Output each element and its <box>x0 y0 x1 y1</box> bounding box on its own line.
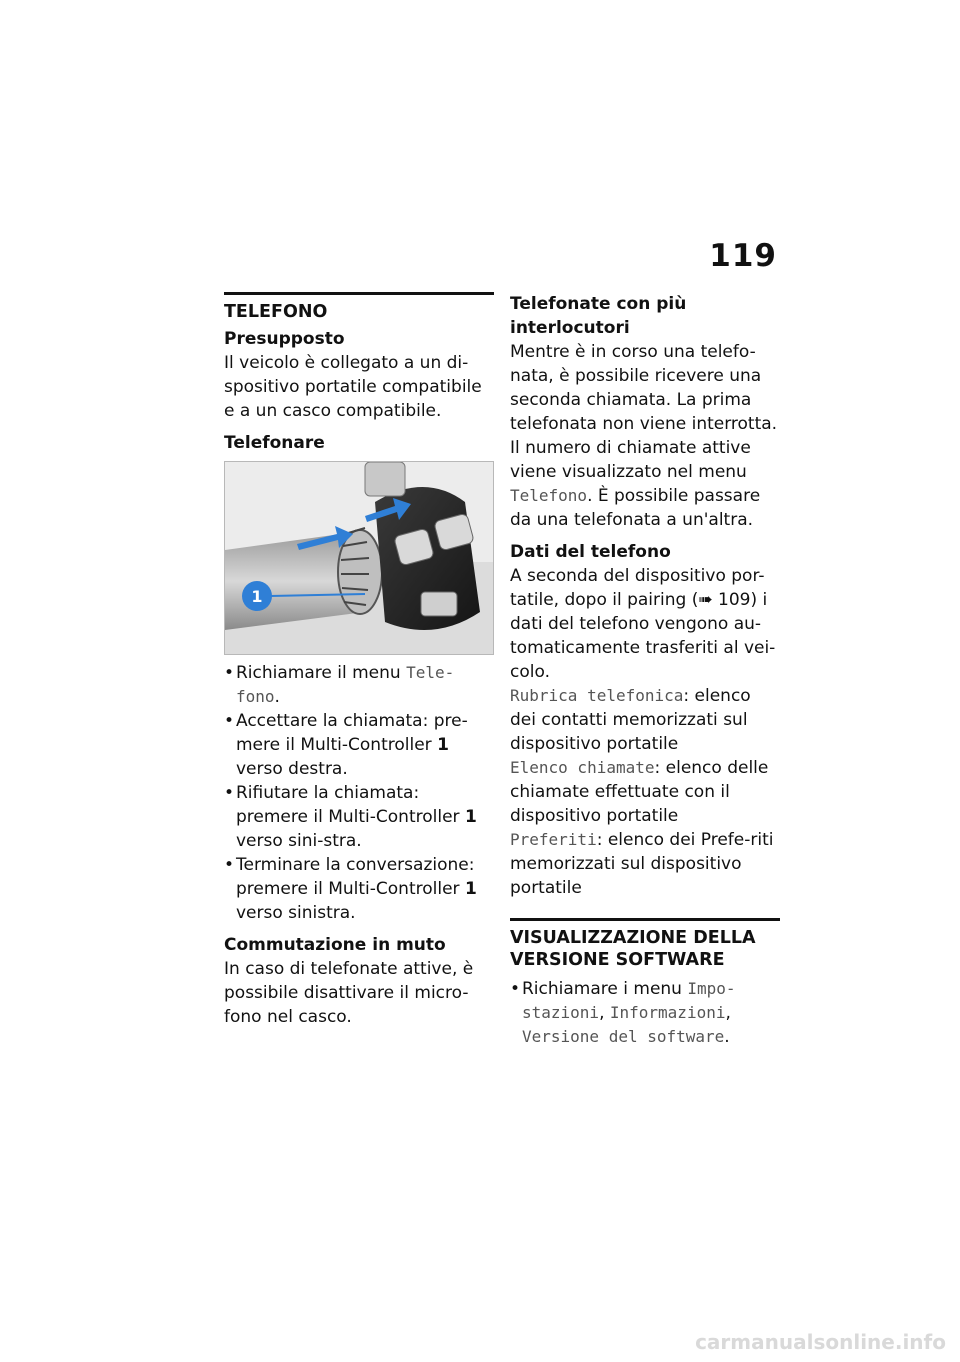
phone-data-text: A seconda del dispositivo por-tatile, dopo il pairing (➠ 109) i dati del telefono vengono au-tomaticamente trasferiti al vei-colo. <box>510 566 776 682</box>
right-column <box>510 292 780 1049</box>
page-number: 119 <box>709 238 777 274</box>
switch-button-3 <box>421 592 457 616</box>
mute-heading: Commutazione in muto <box>224 935 446 955</box>
callout-number: 1 <box>251 587 263 606</box>
data-item-favourites: Preferiti: elenco dei Prefe-riti memorizzati sul dispositivo portatile <box>510 830 774 898</box>
prereq-heading: Presupposto <box>224 329 345 349</box>
section-title-telefono: TELEFONO <box>224 302 328 322</box>
section-title-software-version: VISUALIZZAZIONE DELLA VERSIONE SOFTWARE <box>510 928 756 970</box>
handlebar-illustration <box>225 462 493 654</box>
list-item: • Terminare la conversazione: premere il Multi-Controller 1 verso sinistra. <box>224 853 494 925</box>
data-item-call-list: Elenco chiamate: elenco delle chiamate effettuate con il dispositivo portatile <box>510 758 769 826</box>
list-item: • Richiamare il menu Tele-fono. <box>224 661 494 709</box>
handlebar-figure <box>224 461 494 655</box>
section-rule <box>224 292 494 295</box>
call-bullets <box>224 661 494 925</box>
list-item: • Richiamare i menu Impo-stazioni, Informazioni, Versione del software. <box>510 977 780 1049</box>
list-item: • Accettare la chiamata: pre-mere il Multi-Controller 1 verso destra. <box>224 709 494 781</box>
list-item: • Rifiutare la chiamata: premere il Multi-Controller 1 verso sini-stra. <box>224 781 494 853</box>
multi-call-text: Mentre è in corso una telefo-nata, è possibile ricevere una seconda chiamata. La prima telefonata non viene interrotta. Il numero di chiamate attive viene visualizzato nel menu Telefono. È possibile passare da una telefonata a un'altra. <box>510 342 778 530</box>
switch-top-lever <box>365 462 405 496</box>
watermark-footer: carmanualsonline.info <box>695 1330 946 1354</box>
multi-call-heading: Telefonate con più interlocutori <box>510 294 687 338</box>
data-item-phonebook: Rubrica telefonica: elenco dei contatti memorizzati sul dispositivo portatile <box>510 686 751 754</box>
page-reference-link[interactable]: ➠ 109 <box>698 590 751 610</box>
phone-data-heading: Dati del telefono <box>510 542 671 562</box>
version-bullets <box>510 977 780 1049</box>
prereq-text: Il veicolo è collegato a un di-spositivo portatile compatibile e a un casco compatibile. <box>224 353 482 421</box>
mute-text: In caso di telefonate attive, è possibile disattivare il micro-fono nel casco. <box>224 959 474 1027</box>
left-column <box>224 292 494 1029</box>
section-rule <box>510 918 780 921</box>
call-heading: Telefonare <box>224 433 325 453</box>
